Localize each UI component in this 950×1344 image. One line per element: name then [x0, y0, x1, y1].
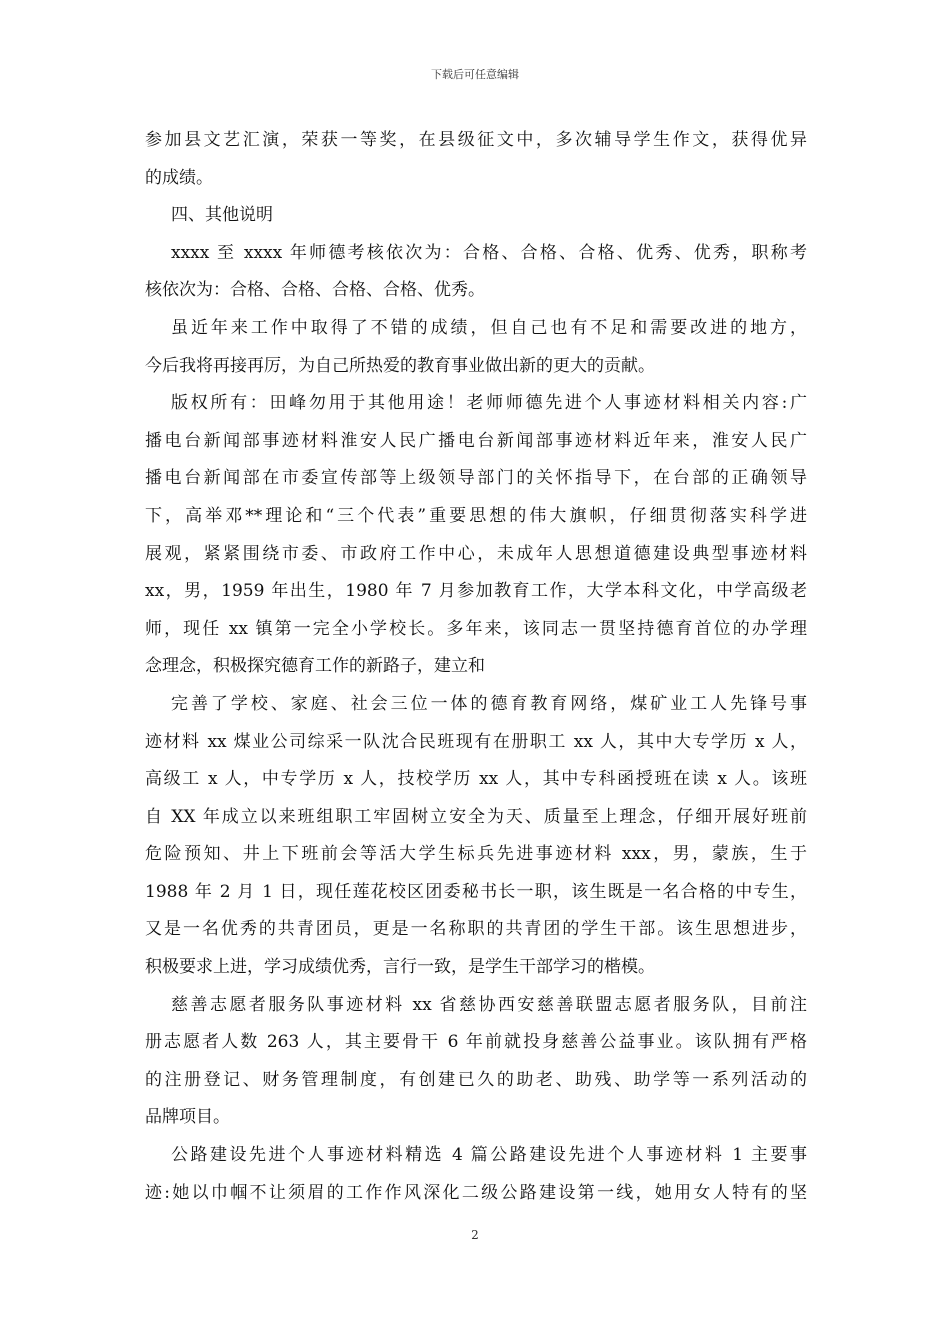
text-line: 播电台新闻部在市委宣传部等上级领导部门的关怀指导下，在台部的正确领导: [145, 468, 807, 489]
text-line: 品牌项目。: [145, 1107, 230, 1128]
text-line: 虽近年来工作中取得了不错的成绩，但自己也有不足和需要改进的地方，: [171, 317, 807, 338]
text-line: 高级工 x 人，中专学历 x 人，技校学历 xx 人，其中专科函授班在读 x 人。该班: [145, 769, 807, 790]
text-line: 播电台新闻部事迹材料淮安人民广播电台新闻部事迹材料近年来，淮安人民广: [145, 430, 807, 451]
page-number: 2: [471, 1228, 479, 1242]
text-line: 完善了学校、家庭、社会三位一体的德育教育网络，煤矿业工人先锋号事: [171, 693, 807, 714]
text-line: xxxx 至 xxxx 年师德考核依次为：合格、合格、合格、优秀、优秀，职称考: [171, 242, 807, 263]
text-line: 展观，紧紧围绕市委、市政府工作中心，未成年人思想道德建设典型事迹材料: [145, 543, 807, 564]
section-heading: 四、其他说明: [171, 205, 273, 226]
text-line: 迹:她以巾帼不让须眉的工作作风深化二级公路建设第一线，她用女人特有的坚: [145, 1182, 807, 1203]
text-line: 又是一名优秀的共青团员，更是一名称职的共青团的学生干部。该生思想进步，: [145, 919, 807, 940]
text-line: 的成绩。: [145, 167, 213, 188]
text-line: xx，男，1959 年出生，1980 年 7 月参加教育工作，大学本科文化，中学高级老: [145, 581, 807, 602]
page-header: 下载后可任意编辑: [431, 68, 519, 81]
text-line: 1988 年 2 月 1 日，现任莲花校区团委秘书长一职，该生既是一名合格的中专生，: [145, 881, 807, 902]
text-line: 的注册登记、财务管理制度，有创建已久的助老、助残、助学等一系列活动的: [145, 1069, 807, 1090]
text-line: 自 XX 年成立以来班组职工牢固树立安全为天、质量至上理念，仔细开展好班前: [145, 806, 807, 827]
text-line: 积极要求上进，学习成绩优秀，言行一致，是学生干部学习的楷模。: [145, 957, 655, 978]
text-line: 册志愿者人数 263 人，其主要骨干 6 年前就投身慈善公益事业。该队拥有严格: [145, 1032, 807, 1053]
text-line: 版权所有：田峰勿用于其他用途！老师师德先进个人事迹材料相关内容:广: [171, 393, 807, 414]
text-line: 核依次为：合格、合格、合格、合格、优秀。: [145, 280, 485, 301]
text-line: 公路建设先进个人事迹材料精选 4 篇公路建设先进个人事迹材料 1 主要事: [171, 1145, 807, 1166]
text-line: 今后我将再接再厉，为自己所热爱的教育事业做出新的更大的贡献。: [145, 355, 655, 376]
document-body: [145, 122, 807, 1212]
text-line: 念理念，积极探究德育工作的新路子，建立和: [145, 656, 485, 677]
text-line: 危险预知、井上下班前会等活大学生标兵先进事迹材料 xxx，男，蒙族，生于: [145, 844, 807, 865]
text-line: 师，现任 xx 镇第一完全小学校长。多年来，该同志一贯坚持德育首位的办学理: [145, 618, 807, 639]
text-line: 慈善志愿者服务队事迹材料 xx 省慈协西安慈善联盟志愿者服务队，目前注: [171, 994, 807, 1015]
text-line: 迹材料 xx 煤业公司综采一队沈合民班现有在册职工 xx 人，其中大专学历 x 人，: [145, 731, 807, 752]
text-line: 参加县文艺汇演，荣获一等奖，在县级征文中，多次辅导学生作文，获得优异: [145, 130, 807, 150]
text-line: 下，高举邓**理论和“三个代表”重要思想的伟大旗帜，仔细贯彻落实科学进: [145, 505, 807, 526]
